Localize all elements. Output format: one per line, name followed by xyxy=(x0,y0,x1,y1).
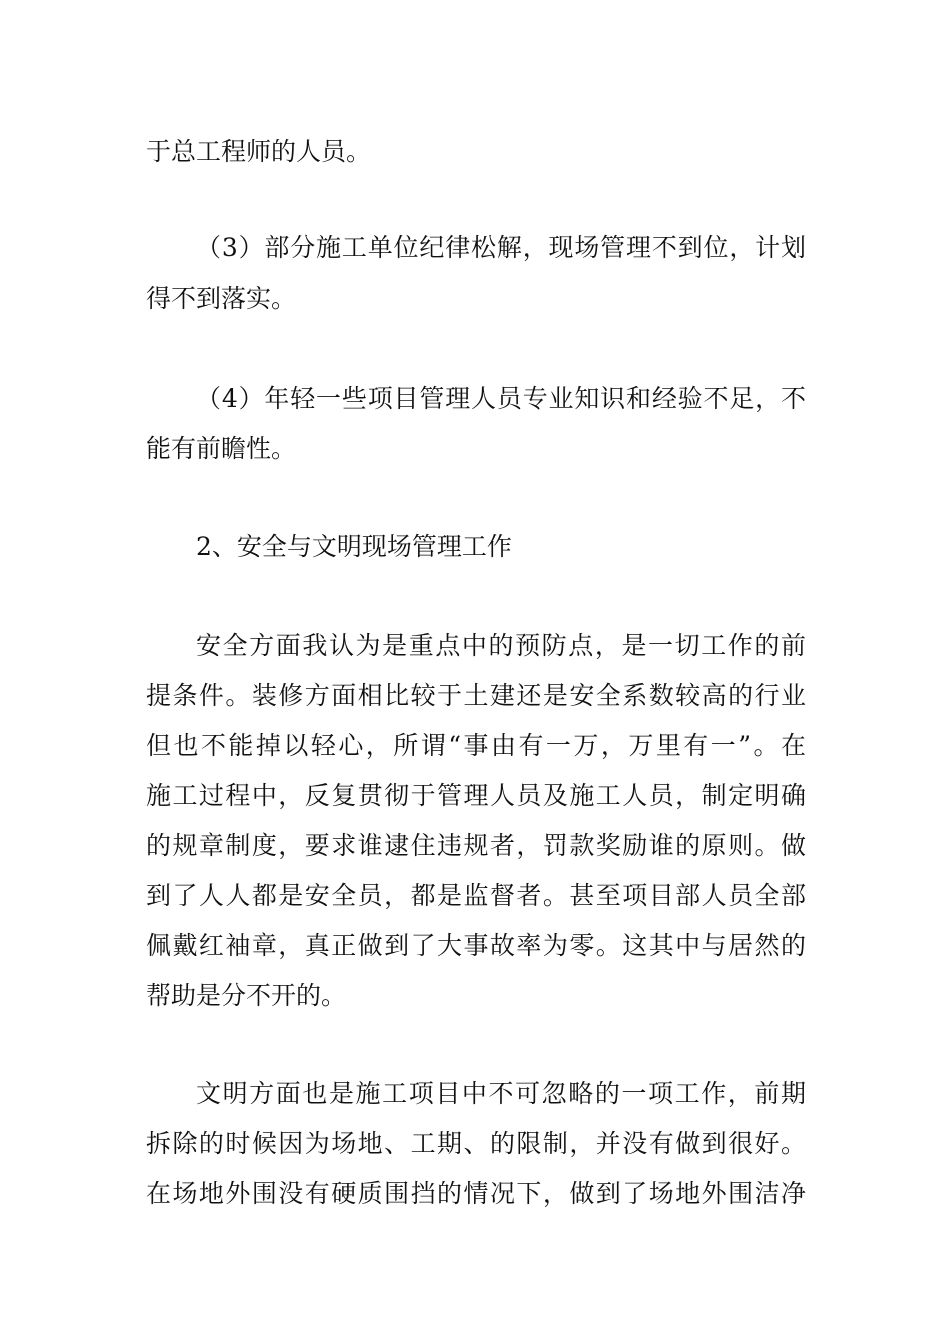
text-line: 在场地外围没有硬质围挡的情况下，做到了场地外围洁净 xyxy=(146,1179,806,1208)
text-line: 得不到落实。 xyxy=(146,284,297,313)
text-line: 拆除的时候因为场地、工期、的限制，并没有做到很好。 xyxy=(146,1129,806,1158)
text-line: 于总工程师的人员。 xyxy=(146,137,372,166)
text-line: 施工过程中，反复贯彻于管理人员及施工人员，制定明确 xyxy=(146,781,806,810)
text-line: （3）部分施工单位纪律松解，现场管理不到位，计划 xyxy=(196,233,806,262)
text-line: 佩戴红袖章，真正做到了大事故率为零。这其中与居然的 xyxy=(146,931,806,960)
text-line: 能有前瞻性。 xyxy=(146,434,297,463)
text-line: 到了人人都是安全员，都是监督者。甚至项目部人员全部 xyxy=(146,881,806,910)
text-line: （4）年轻一些项目管理人员专业知识和经验不足，不 xyxy=(196,384,806,413)
text-line: 帮助是分不开的。 xyxy=(146,981,347,1010)
text-line: 安全方面我认为是重点中的预防点，是一切工作的前 xyxy=(196,631,806,660)
section-heading: 2、安全与文明现场管理工作 xyxy=(196,532,512,561)
text-line: 的规章制度，要求谁逮住违规者，罚款奖励谁的原则。做 xyxy=(146,831,806,860)
text-line: 但也不能掉以轻心，所谓“事由有一万，万里有一”。在 xyxy=(146,731,806,760)
text-line: 文明方面也是施工项目中不可忽略的一项工作，前期 xyxy=(196,1079,806,1108)
text-line: 提条件。装修方面相比较于土建还是安全系数较高的行业 xyxy=(146,681,806,710)
